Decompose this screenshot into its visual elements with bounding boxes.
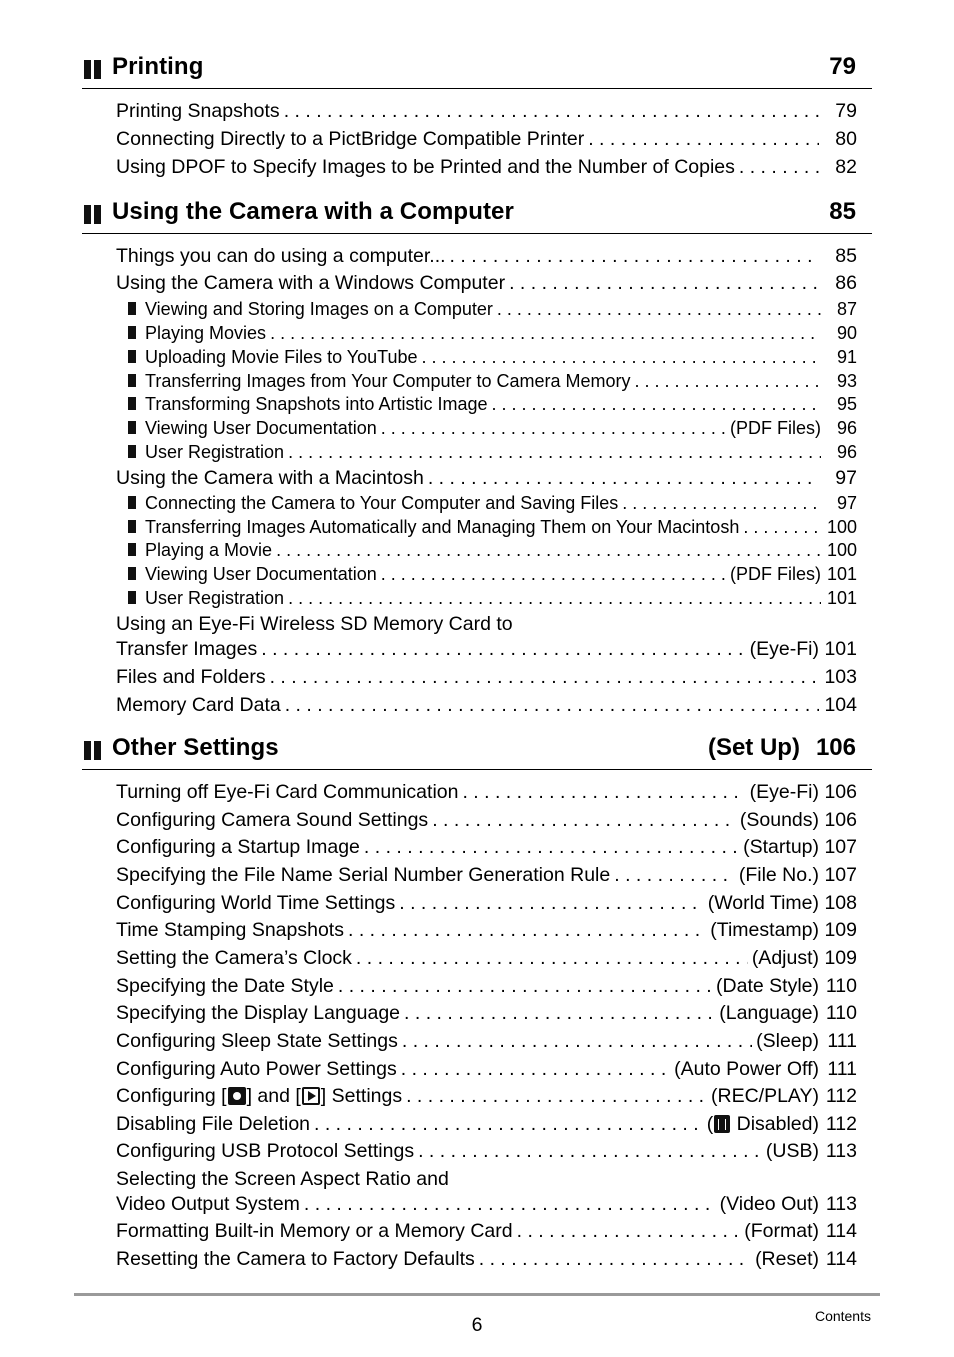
section-page-wrap (708, 734, 856, 762)
section-page: 85 (829, 198, 856, 225)
toc-entry-label: Viewing User Documentation (145, 418, 377, 438)
leader-dots (364, 836, 739, 859)
leader-dots (614, 864, 735, 887)
toc-entry[interactable] (116, 272, 857, 296)
toc-entry-label: Configuring Auto Power Settings (116, 1058, 397, 1080)
toc-subentry[interactable] (128, 323, 857, 347)
square-bullet-icon (128, 520, 136, 533)
section-header (82, 50, 872, 89)
toc-entry-page: 114 (825, 1220, 857, 1242)
toc-entry-label: Playing Movies (145, 323, 267, 343)
leader-dots (288, 442, 821, 463)
toc-entry-label: Configuring [ ] and [ ] Settings (116, 1085, 403, 1107)
leader-dots (270, 666, 819, 689)
toc-entry-label: Configuring World Time Settings (116, 892, 396, 914)
toc-entry-page: 113 (825, 1193, 857, 1215)
section-header (82, 731, 872, 770)
leader-dots (462, 781, 745, 804)
leader-dots (418, 1140, 762, 1163)
toc-entry[interactable] (116, 1220, 857, 1244)
toc-entry-label: Setting the Camera’s Clock (116, 947, 352, 969)
toc-entry[interactable] (116, 467, 857, 491)
leader-dots (381, 564, 726, 585)
section-marker-icon (84, 205, 104, 224)
leader-dots (509, 272, 819, 295)
square-bullet-icon (128, 543, 136, 556)
toc-entry[interactable] (116, 892, 857, 916)
leader-dots (356, 947, 748, 970)
section-note: (Set Up) (707, 734, 800, 761)
trash-icon (714, 1115, 730, 1133)
toc-entry-page: 101 (824, 638, 857, 660)
toc-entry-page: 90 (836, 323, 857, 343)
square-bullet-icon (128, 591, 136, 604)
toc-entry-label: Connecting Directly to a PictBridge Compatible Printer (116, 128, 585, 150)
leader-dots (517, 1220, 741, 1243)
square-bullet-icon (128, 350, 136, 363)
toc-entry-page: 110 (825, 1002, 857, 1024)
square-bullet-icon (128, 496, 136, 509)
section-other-settings (82, 731, 872, 1270)
toc-entry[interactable] (116, 1058, 857, 1082)
toc-entry-page: 82 (835, 156, 857, 178)
toc-entry-label: Transforming Snapshots into Artistic Image (145, 394, 488, 414)
leader-dots (285, 694, 819, 717)
toc-entry-page: 111 (827, 1058, 857, 1080)
toc-entry[interactable] (116, 100, 857, 124)
toc-entry[interactable] (116, 809, 857, 833)
toc-entry-label: Uploading Movie Files to YouTube (145, 347, 418, 367)
toc-entry-page: 80 (835, 128, 857, 150)
toc-entry-page: 100 (826, 540, 857, 560)
toc-entry-label: Turning off Eye-Fi Card Communication (116, 781, 459, 803)
toc-entry-tag: (Language) (719, 1002, 819, 1024)
toc-entry-page: 97 (835, 467, 857, 489)
toc-entry[interactable] (116, 694, 857, 718)
toc-entry-label: Resetting the Camera to Factory Defaults (116, 1248, 475, 1270)
section-marker-icon (84, 741, 104, 760)
leader-dots (338, 975, 712, 998)
toc-entry-page: 96 (836, 442, 857, 462)
leader-dots (261, 638, 745, 661)
leader-dots (276, 540, 821, 561)
toc-entry-label: Printing Snapshots (116, 100, 280, 122)
toc-entry[interactable] (116, 836, 857, 860)
page-number: 6 (471, 1314, 483, 1336)
toc-entry-label: Transferring Images from Your Computer to Camera Memory (145, 371, 631, 391)
toc-entry[interactable] (116, 1113, 857, 1137)
play-icon (302, 1087, 320, 1105)
toc-subentry[interactable] (128, 418, 857, 442)
toc-entry-page: 87 (836, 299, 857, 319)
toc-entry-page: 106 (824, 781, 857, 803)
square-bullet-icon (128, 421, 136, 434)
toc-entry[interactable] (116, 919, 857, 943)
toc-entry-page: 107 (824, 836, 857, 858)
toc-entry-label: Configuring Sleep State Settings (116, 1030, 398, 1052)
toc-entry[interactable] (116, 1193, 857, 1217)
section-title: Using the Camera with a Computer (112, 198, 514, 225)
toc-entry-label: Configuring Camera Sound Settings (116, 809, 429, 831)
square-bullet-icon (128, 374, 136, 387)
toc-subentry[interactable] (128, 540, 857, 564)
toc-entry-tag: (Sleep) (756, 1030, 819, 1052)
toc-subentry[interactable] (128, 371, 857, 395)
toc-entry-label: Transfer Images (116, 638, 258, 660)
toc-entry-label: Connecting the Camera to Your Computer and Saving Files (145, 493, 619, 513)
square-bullet-icon (128, 445, 136, 458)
leader-dots (401, 1058, 670, 1081)
toc-entry[interactable] (116, 1248, 857, 1272)
toc-entry-page: 104 (824, 694, 857, 716)
section-page: 79 (829, 53, 856, 80)
toc-entry-tag: (Sounds) (739, 809, 819, 831)
section-title: Other Settings (112, 734, 279, 761)
toc-entry-page: 111 (827, 1030, 857, 1052)
toc-entry[interactable] (116, 864, 857, 888)
toc-entry-label: Files and Folders (116, 666, 266, 688)
toc-entry-page: 97 (836, 493, 857, 513)
toc-entry-page: 109 (824, 919, 857, 941)
toc-entry-page: 110 (825, 975, 857, 997)
leader-dots (399, 892, 704, 915)
square-bullet-icon (128, 397, 136, 410)
toc-entry-label: Playing a Movie (145, 540, 273, 560)
toc-subentry[interactable] (128, 564, 857, 588)
toc-entry-page: 112 (825, 1085, 857, 1107)
toc-entry-label: Configuring a Startup Image (116, 836, 360, 858)
section-printing (82, 50, 872, 178)
toc-entry-tag: (Startup) (743, 836, 819, 858)
toc-entry-label: User Registration (145, 588, 285, 608)
leader-dots (288, 588, 821, 609)
toc-subentry[interactable] (128, 517, 857, 541)
leader-dots (497, 299, 821, 320)
toc-entry[interactable] (116, 666, 857, 690)
toc-entry-tag: (Timestamp) (710, 919, 819, 941)
leader-dots (491, 394, 821, 415)
toc-entry-first-line: Using an Eye-Fi Wireless SD Memory Card to (116, 613, 513, 635)
toc-entry-tag: (Eye-Fi) (749, 638, 819, 660)
toc-entry-label: Disabling File Deletion (116, 1113, 311, 1135)
toc-entry-tag: (USB) (765, 1140, 819, 1162)
toc-subentry[interactable] (128, 588, 857, 612)
toc-entry-label: Things you can do using a computer... (116, 245, 446, 267)
toc-entry-page: 106 (824, 809, 857, 831)
toc-entry-page: 101 (826, 588, 857, 608)
toc-entry[interactable] (116, 1085, 857, 1109)
toc-entry-label: Time Stamping Snapshots (116, 919, 344, 941)
leader-dots (588, 128, 819, 151)
toc-subentry[interactable] (128, 493, 857, 517)
leader-dots (402, 1030, 752, 1053)
toc-entry[interactable] (116, 975, 857, 999)
toc-entry-tag: (Video Out) (719, 1193, 819, 1215)
footer-label: Contents (814, 1308, 871, 1324)
toc-entry-label: Using DPOF to Specify Images to be Printed and the Number of Copies (116, 156, 735, 178)
toc-entry-page: 86 (835, 272, 857, 294)
toc-entry[interactable] (116, 947, 857, 971)
square-bullet-icon (128, 302, 136, 315)
toc-entry-tag: (Reset) (755, 1248, 819, 1270)
leader-dots (404, 1002, 715, 1025)
toc-entry-label: Specifying the Date Style (116, 975, 334, 997)
toc-entry-page: 95 (836, 394, 857, 414)
toc-entry-page: 109 (824, 947, 857, 969)
leader-dots (479, 1248, 751, 1271)
toc-entry-page: 107 (824, 864, 857, 886)
section-page: 106 (815, 734, 856, 761)
toc-entry-first-line: Selecting the Screen Aspect Ratio and (116, 1168, 449, 1190)
toc-entry-label: Specifying the Display Language (116, 1002, 401, 1024)
leader-dots (428, 467, 819, 490)
toc-entry-label: Using the Camera with a Windows Computer (116, 272, 506, 294)
leader-dots (635, 371, 821, 392)
leader-dots (739, 156, 819, 179)
camera-icon (228, 1087, 246, 1105)
leader-dots (348, 919, 706, 942)
toc-entry-label: Viewing User Documentation (145, 564, 377, 584)
leader-dots (406, 1085, 707, 1108)
leader-dots (743, 517, 821, 538)
toc-entry[interactable] (116, 1002, 857, 1026)
section-header (82, 195, 872, 234)
leader-dots (270, 323, 821, 344)
leader-dots (450, 245, 819, 268)
section-computer (82, 195, 872, 716)
toc-entry[interactable] (116, 245, 857, 269)
toc-subentry[interactable] (128, 394, 857, 418)
toc-entry-page: 101 (826, 564, 857, 584)
toc-entry-label: Video Output System (116, 1193, 300, 1215)
toc-entry[interactable] (116, 1140, 857, 1164)
toc-entry-page: 100 (826, 517, 857, 537)
toc-entry-tag: (Format) (744, 1220, 819, 1242)
section-marker-icon (84, 60, 104, 79)
toc-subentry[interactable] (128, 347, 857, 371)
toc-entry-page: 114 (825, 1248, 857, 1270)
leader-dots (381, 418, 726, 439)
toc-entry[interactable] (116, 156, 857, 180)
toc-entry-label: User Registration (145, 442, 285, 462)
toc-entry-page: 85 (835, 245, 857, 267)
square-bullet-icon (128, 326, 136, 339)
toc-entry-label: Viewing and Storing Images on a Computer (145, 299, 493, 319)
toc-entry-tag: ( Disabled) (706, 1113, 819, 1135)
toc-entry-label: Formatting Built-in Memory or a Memory Card (116, 1220, 513, 1242)
toc-entry[interactable] (116, 128, 857, 152)
toc-subentry[interactable] (128, 442, 857, 466)
leader-dots (284, 100, 819, 123)
toc-entry-label: Memory Card Data (116, 694, 281, 716)
footer-rule (74, 1293, 880, 1296)
toc-entry-tag: (Adjust) (751, 947, 819, 969)
toc-entry-label: Configuring USB Protocol Settings (116, 1140, 415, 1162)
toc-entry-page: 79 (835, 100, 857, 122)
toc-entry-page: 93 (836, 371, 857, 391)
toc-entry-tag: (File No.) (738, 864, 819, 886)
toc-entry-label: Using the Camera with a Macintosh (116, 467, 424, 489)
section-title: Printing (112, 53, 204, 80)
leader-dots (314, 1113, 703, 1136)
toc-entry[interactable] (116, 781, 857, 805)
toc-entry-page: 113 (825, 1140, 857, 1162)
toc-entry[interactable] (116, 638, 857, 662)
leader-dots (422, 347, 821, 368)
toc-entry-page: 91 (836, 347, 857, 367)
toc-entry-label: Specifying the File Name Serial Number Generation Rule (116, 864, 611, 886)
toc-entry-tag: (REC/PLAY) (711, 1085, 819, 1107)
toc-entry-label: Transferring Images Automatically and Managing Them on Your Macintosh (145, 517, 740, 537)
square-bullet-icon (128, 567, 136, 580)
toc-entry-page: 96 (836, 418, 857, 438)
toc-entry-tag: (PDF Files) (730, 564, 821, 584)
toc-entry-tag: (Auto Power Off) (674, 1058, 819, 1080)
leader-dots (304, 1193, 716, 1216)
toc-entry-page: 112 (825, 1113, 857, 1135)
toc-subentry[interactable] (128, 299, 857, 323)
leader-dots (622, 493, 821, 514)
toc-entry-tag: (Date Style) (716, 975, 819, 997)
toc-entry-page: 108 (824, 892, 857, 914)
toc-entry[interactable] (116, 1030, 857, 1054)
toc-entry-tag: (Eye-Fi) (749, 781, 819, 803)
toc-entry-tag: (World Time) (707, 892, 819, 914)
leader-dots (432, 809, 736, 832)
toc-entry-tag: (PDF Files) (730, 418, 821, 438)
toc-entry-page: 103 (824, 666, 857, 688)
